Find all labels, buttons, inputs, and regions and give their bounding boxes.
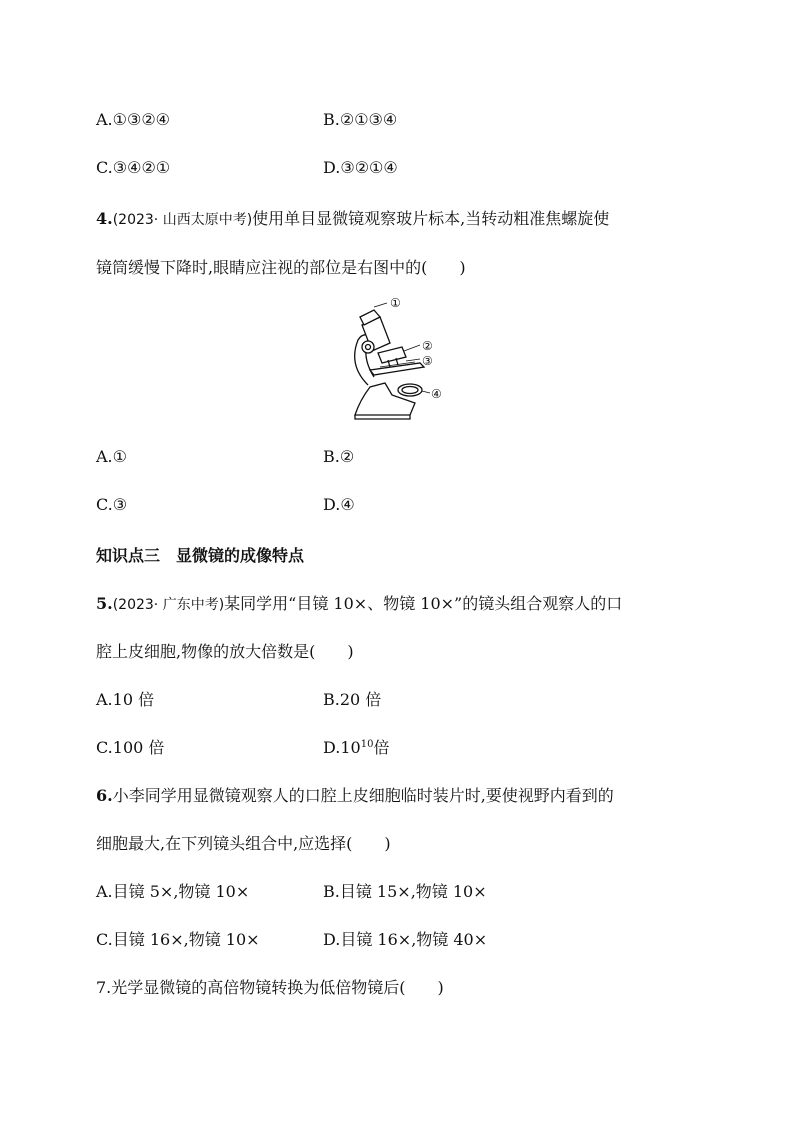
q6-number: 6. [96, 786, 113, 805]
microscope-figure [340, 295, 460, 425]
figure-label-2: ② [422, 339, 433, 353]
q6-option-c: C.目镜 16×,物镜 10× [96, 930, 260, 949]
q4-option-d: D.④ [323, 495, 355, 514]
q6-text-1: 小李同学用显微镜观察人的口腔上皮细胞临时装片时,要使视野内看到的 [112, 786, 614, 805]
microscope-drawing [340, 295, 460, 425]
figure-label-4: ④ [431, 387, 442, 401]
q5-text-1: 某同学用“目镜 10×、物镜 10×”的镜头组合观察人的口 [224, 594, 623, 613]
q5-option-d [323, 735, 389, 758]
figure-label-3: ③ [422, 354, 433, 368]
q5-number: 5. [96, 594, 113, 613]
q5-source: (2023· 广东中考) [112, 597, 225, 613]
q4-text-1: 使用单目显微镜观察玻片标本,当转动粗准焦螺旋使 [252, 209, 610, 228]
q5-option-d-unit: 倍 [373, 738, 390, 757]
q3-option-b: B.②①③④ [323, 110, 398, 129]
q4-option-b: B.② [323, 447, 355, 466]
figure-label-1: ① [390, 296, 401, 310]
q6-line-2: 细胞最大,在下列镜头组合中,应选择( ) [96, 834, 391, 853]
q3-option-c: C.③④②① [96, 158, 171, 177]
section-title: 知识点三 显微镜的成像特点 [96, 546, 305, 565]
q5-line-1 [96, 591, 622, 614]
q5-option-b: B.20 倍 [323, 690, 382, 709]
q5-option-d-exponent: 10 [360, 739, 374, 750]
q6-option-b: B.目镜 15×,物镜 10× [323, 882, 487, 901]
q4-option-c: C.③ [96, 495, 128, 514]
q4-line-2: 镜筒缓慢下降时,眼睛应注视的部位是右图中的( ) [96, 258, 466, 277]
q5-option-d-base: D.10 [323, 738, 361, 757]
q6-line-1 [96, 783, 614, 806]
q4-option-a: A.① [96, 447, 127, 466]
q3-option-d: D.③②①④ [323, 158, 398, 177]
q6-option-a: A.目镜 5×,物镜 10× [96, 882, 250, 901]
q5-option-a: A.10 倍 [96, 690, 155, 709]
q5-option-c: C.100 倍 [96, 738, 165, 757]
q4-source: (2023· 山西太原中考) [112, 212, 253, 228]
q4-number: 4. [96, 209, 113, 228]
q7-line-1: 7.光学显微镜的高倍物镜转换为低倍物镜后( ) [96, 978, 444, 997]
q6-option-d: D.目镜 16×,物镜 40× [323, 930, 488, 949]
q4-line-1 [96, 206, 609, 229]
q5-line-2: 腔上皮细胞,物像的放大倍数是( ) [96, 642, 354, 661]
q3-option-a: A.①③②④ [96, 110, 171, 129]
